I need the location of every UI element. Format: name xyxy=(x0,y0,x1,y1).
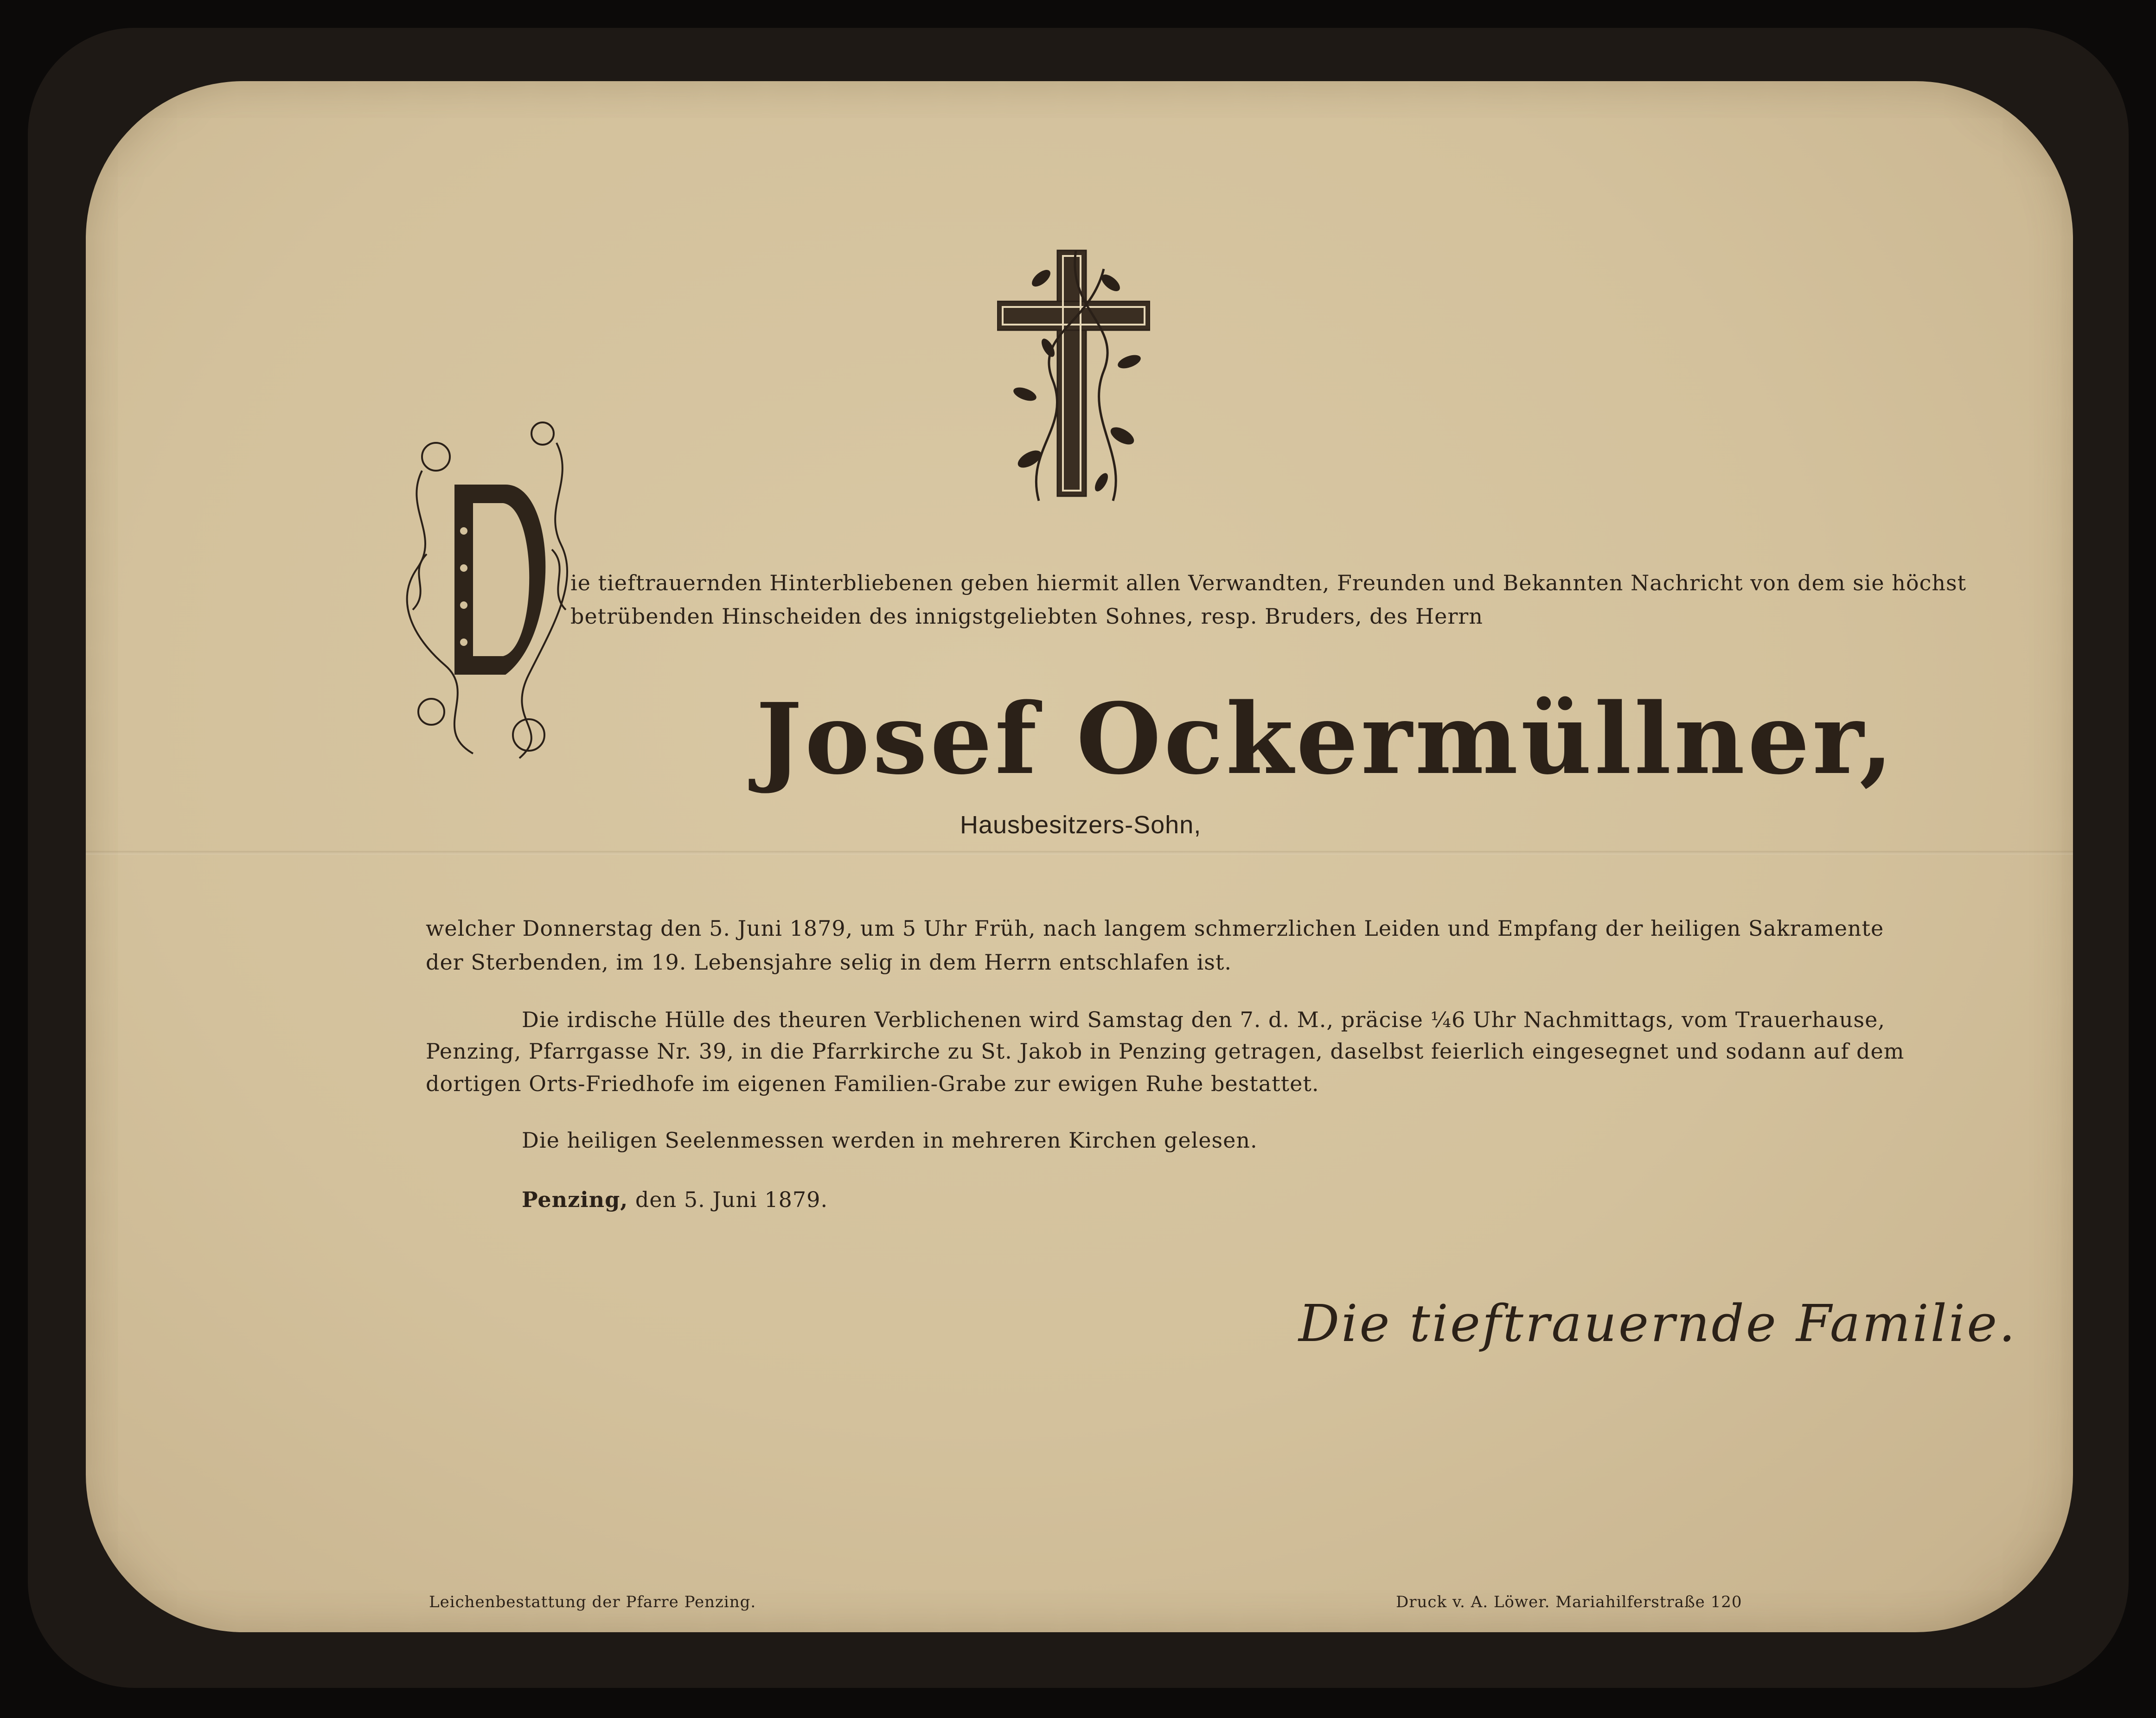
family-signature: Die tieftrauernde Familie. xyxy=(1299,1294,2017,1353)
deceased-name: Josef Ockermüllner, xyxy=(756,682,1896,796)
paragraph-1-line-1: welcher Donnerstag den 5. Juni 1879, um 5 Uhr Früh, nach langem schmerzlichen Leiden und Empfang der heiligen Sakramente xyxy=(426,916,1884,941)
footer-left: Leichenbestattung der Pfarre Penzing. xyxy=(429,1593,756,1611)
place-date xyxy=(522,1187,828,1212)
cross-ornament-icon xyxy=(997,241,1150,515)
ornamental-initial-d-icon xyxy=(403,415,575,767)
paragraph-1-line-2: der Sterbenden, im 19. Lebensjahre selig in dem Herrn entschlafen ist. xyxy=(426,950,1232,975)
paper-fold xyxy=(86,851,2073,855)
paragraph-2-line-3: dortigen Orts-Friedhofe im eigenen Familien-Grabe zur ewigen Ruhe bestattet. xyxy=(426,1071,1319,1096)
place-name: Penzing, xyxy=(522,1187,628,1212)
intro-line-2: betrübenden Hinscheiden des innigstgeliebten Sohnes, resp. Bruders, des Herrn xyxy=(570,604,1483,629)
paragraph-3: Die heiligen Seelenmessen werden in mehreren Kirchen gelesen. xyxy=(522,1128,1258,1153)
intro-line-1: ie tieftrauernden Hinterbliebenen geben hiermit allen Verwandten, Freunden und Bekannten Nachricht von dem sie höchst xyxy=(570,570,1967,595)
footer-right: Druck v. A. Löwer. Mariahilferstraße 120 xyxy=(1396,1593,1742,1611)
paragraph-2-line-1: Die irdische Hülle des theuren Verblichenen wird Samstag den 7. d. M., präcise ¼6 Uhr Nachmittags, vom Trauerhause, xyxy=(522,1007,1885,1032)
notice-date: den 5. Juni 1879. xyxy=(635,1187,828,1212)
deceased-title: Hausbesitzers-Sohn, xyxy=(960,811,1202,839)
paragraph-2-line-2: Penzing, Pfarrgasse Nr. 39, in die Pfarrkirche zu St. Jakob in Penzing getragen, daselbst feierlich eingesegnet und sodann auf dem xyxy=(426,1039,1905,1064)
